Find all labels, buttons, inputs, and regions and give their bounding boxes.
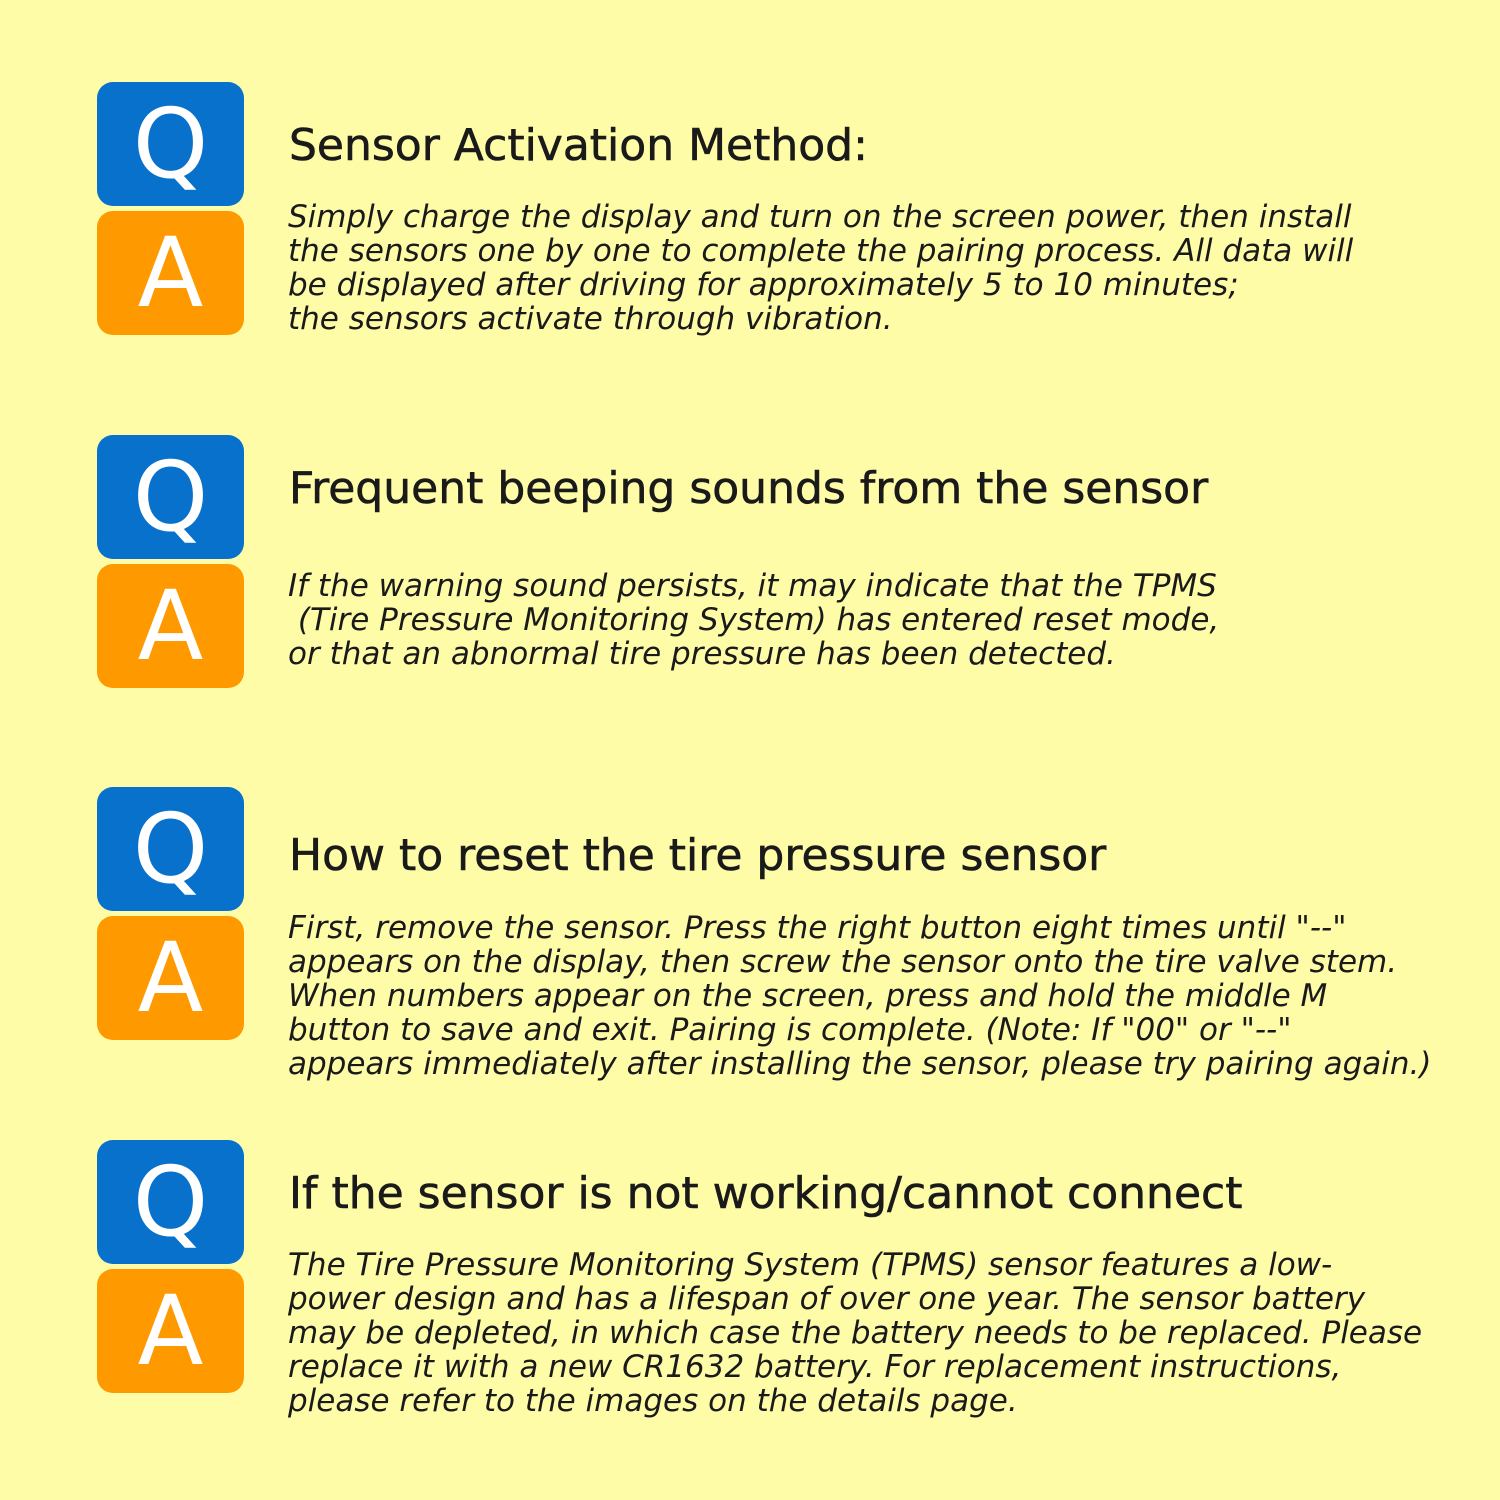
a-badge-icon: A xyxy=(97,564,244,688)
faq-item-1 xyxy=(0,82,1500,342)
faq-answer xyxy=(288,569,1478,671)
answer-line: Simply charge the display and turn on the screen power, then install xyxy=(288,199,1352,235)
answer-line: appears immediately after installing the sensor, please try pairing again.) xyxy=(288,1046,1432,1082)
a-badge-icon: A xyxy=(97,211,244,335)
answer-line: button to save and exit. Pairing is complete. (Note: If "00" or "--" xyxy=(288,1012,1292,1048)
answer-line: appears on the display, then screw the sensor onto the tire valve stem. xyxy=(288,944,1398,980)
answer-line: (Tire Pressure Monitoring System) has entered reset mode, xyxy=(288,602,1220,638)
answer-line: First, remove the sensor. Press the right button eight times until "--" xyxy=(288,910,1347,946)
faq-question: Frequent beeping sounds from the sensor xyxy=(289,463,1209,514)
faq-answer xyxy=(288,1248,1478,1418)
faq-question: Sensor Activation Method: xyxy=(289,120,868,171)
answer-line: please refer to the images on the details page. xyxy=(288,1383,1018,1419)
faq-question: How to reset the tire pressure sensor xyxy=(289,830,1107,881)
answer-line: or that an abnormal tire pressure has been detected. xyxy=(288,636,1116,672)
faq-answer xyxy=(288,911,1478,1081)
q-badge-icon: Q xyxy=(97,82,244,206)
faq-question: If the sensor is not working/cannot connect xyxy=(289,1168,1243,1219)
answer-line: the sensors activate through vibration. xyxy=(288,301,893,337)
a-badge-icon: A xyxy=(97,1269,244,1393)
faq-item-3 xyxy=(0,787,1500,1097)
q-badge-icon: Q xyxy=(97,435,244,559)
answer-line: When numbers appear on the screen, press and hold the middle M xyxy=(288,978,1328,1014)
faq-item-4 xyxy=(0,1140,1500,1440)
answer-line: replace it with a new CR1632 battery. For replacement instructions, xyxy=(288,1349,1342,1385)
answer-line: the sensors one by one to complete the pairing process. All data will xyxy=(288,233,1354,269)
answer-line: be displayed after driving for approximately 5 to 10 minutes; xyxy=(288,267,1239,303)
answer-line: power design and has a lifespan of over one year. The sensor battery xyxy=(288,1281,1366,1317)
q-badge-icon: Q xyxy=(97,787,244,911)
answer-line: The Tire Pressure Monitoring System (TPMS) sensor features a low- xyxy=(288,1247,1333,1283)
faq-item-2 xyxy=(0,435,1500,695)
answer-line: may be depleted, in which case the battery needs to be replaced. Please xyxy=(288,1315,1423,1351)
q-badge-icon: Q xyxy=(97,1140,244,1264)
faq-answer xyxy=(288,200,1478,336)
answer-line: If the warning sound persists, it may indicate that the TPMS xyxy=(288,568,1217,604)
a-badge-icon: A xyxy=(97,916,244,1040)
